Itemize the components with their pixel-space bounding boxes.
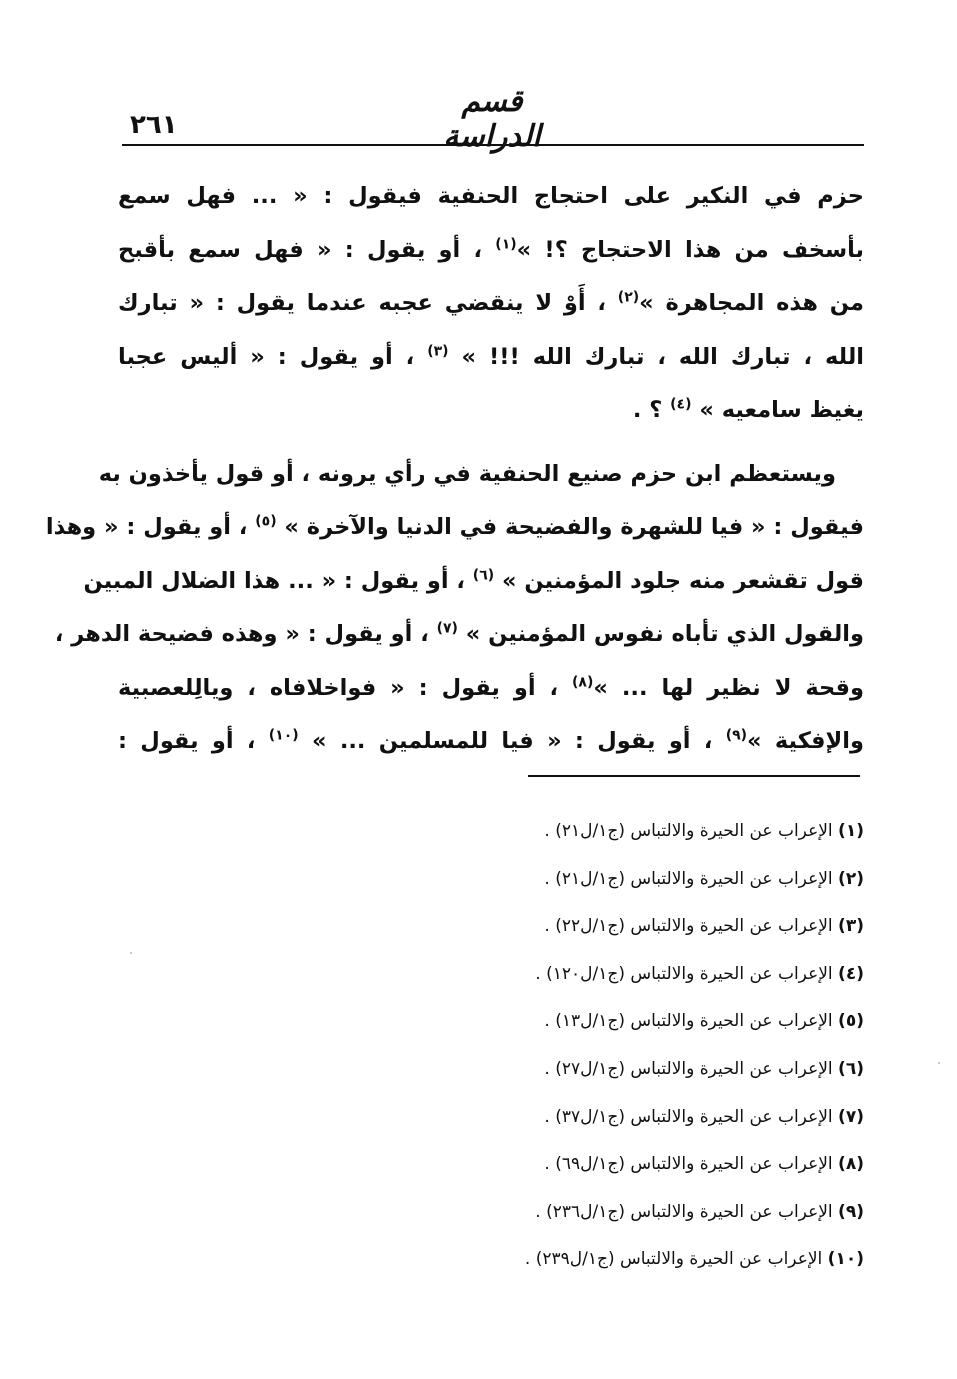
text-line: فيقول : « فيا للشهرة والفضيحة في الدنيا والآخرة » $^{(٥)}$ ، أو يقول : « وهذا xyxy=(45,513,864,540)
text-line: حزم في النكير على احتجاج الحنفية فيقول : « ... فهل سمع xyxy=(118,183,864,209)
scan-speck xyxy=(938,1062,940,1064)
running-title: قسم الدراسة xyxy=(443,84,541,154)
footnote-ref[interactable]: (١٠) xyxy=(268,727,299,744)
footnote-number: (٥) xyxy=(838,1011,864,1032)
footnote-ref[interactable]: (٩) xyxy=(725,727,748,744)
footnote-ref[interactable]: (٥) xyxy=(255,513,277,530)
footnote-text: الإعراب عن الحيرة والالتباس (ج١/ل٣٧) . xyxy=(544,1106,833,1127)
footnote-item xyxy=(300,808,864,856)
footnote-item xyxy=(300,951,864,999)
footnote-item xyxy=(300,1141,864,1189)
footnote-separator xyxy=(528,775,860,777)
footnote-number: (١) xyxy=(838,821,864,841)
footnote-item xyxy=(300,1189,864,1237)
footnote-item xyxy=(300,856,864,904)
footnote-number: (٨) xyxy=(838,1154,864,1175)
footnote-text: الإعراب عن الحيرة والالتباس (ج١/ل١٣) . xyxy=(544,1011,833,1032)
text-line: قول تقشعر منه جلود المؤمنين » $^{(٦)}$ ، أو يقول : « ... هذا الضلال المبين xyxy=(83,567,864,594)
page-header xyxy=(122,78,864,154)
footnotes-list xyxy=(300,808,864,1284)
footnote-ref[interactable]: (٨) xyxy=(572,674,594,690)
footnote-ref[interactable]: (٢) xyxy=(617,289,640,306)
text-line: والقول الذي تأباه نفوس المؤمنين » $^{(٧)}$ ، أو يقول : « وهذه فضيحة الدهر ، xyxy=(54,620,864,647)
footnote-text: الإعراب عن الحيرة والالتباس (ج١/ل٢١) . xyxy=(544,821,833,841)
text-line: والإفكية »$^{(٩)}$ ، أو يقول : « فيا للمسلمين ... » $^{(١٠)}$ ، أو يقول : xyxy=(118,727,864,754)
scan-speck xyxy=(130,952,132,954)
text-line: الله ، تبارك الله ، تبارك الله !!! » $^{(٣)}$ ، أو يقول : « أليس عجبا xyxy=(118,343,864,370)
text-line: ويستعظم ابن حزم صنيع الحنفية في رأي يرونه ، أو قول يأخذون به xyxy=(98,460,836,487)
page-number: ٢٦١ xyxy=(130,110,178,140)
footnote-number: (٧) xyxy=(838,1106,864,1127)
footnote-number: (٤) xyxy=(838,963,864,984)
text-line: من هذه المجاهرة »$^{(٢)}$ ، أَوْ لا ينقضي عجبه عندما يقول : « تبارك xyxy=(118,289,864,316)
footnote-text: الإعراب عن الحيرة والالتباس (ج١/ل٢٧) . xyxy=(544,1058,833,1079)
footnote-number: (٩) xyxy=(838,1201,864,1222)
body-text xyxy=(45,170,864,769)
paragraph-2 xyxy=(45,448,864,769)
footnote-item xyxy=(300,998,864,1046)
footnote-item xyxy=(300,1094,864,1142)
footnote-number: (٢) xyxy=(838,868,864,889)
footnote-text: الإعراب عن الحيرة والالتباس (ج١/ل٦٩) . xyxy=(544,1154,833,1175)
footnote-number: (١٠) xyxy=(827,1249,864,1270)
footnote-ref[interactable]: (٤) xyxy=(670,396,692,413)
footnote-item xyxy=(300,1046,864,1094)
footnote-number: (٣) xyxy=(838,916,864,937)
footnote-item xyxy=(300,903,864,951)
footnote-text: الإعراب عن الحيرة والالتباس (ج١/ل١٢٠) . xyxy=(535,963,833,984)
footnote-ref[interactable]: (٣) xyxy=(427,343,449,359)
text-line: يغيظ سامعيه » $^{(٤)}$ ؟ . xyxy=(632,396,864,423)
footnote-text: الإعراب عن الحيرة والالتباس (ج١/ل٢٣٦) . xyxy=(535,1201,833,1222)
footnote-number: (٦) xyxy=(838,1058,864,1079)
footnote-text: الإعراب عن الحيرة والالتباس (ج١/ل٢٢) . xyxy=(544,916,833,937)
text-line: بأسخف من هذا الاحتجاج ؟! »$^{(١)}$ ، أو يقول : « فهل سمع بأقبح xyxy=(118,236,864,263)
paragraph-1 xyxy=(118,170,864,438)
footnote-ref[interactable]: (١) xyxy=(495,236,517,252)
footnote-ref[interactable]: (٦) xyxy=(472,567,495,583)
footnote-text: الإعراب عن الحيرة والالتباس (ج١/ل٢١) . xyxy=(544,868,833,889)
text-line: وقحة لا نظير لها ... »$^{(٨)}$ ، أو يقول : « فواخلافاه ، ويالِلعصبية xyxy=(118,674,864,701)
footnote-ref[interactable]: (٧) xyxy=(436,620,458,637)
footnote-item xyxy=(300,1236,864,1284)
header-rule xyxy=(122,144,864,146)
footnote-text: الإعراب عن الحيرة والالتباس (ج١/ل٢٣٩) . xyxy=(524,1249,823,1270)
